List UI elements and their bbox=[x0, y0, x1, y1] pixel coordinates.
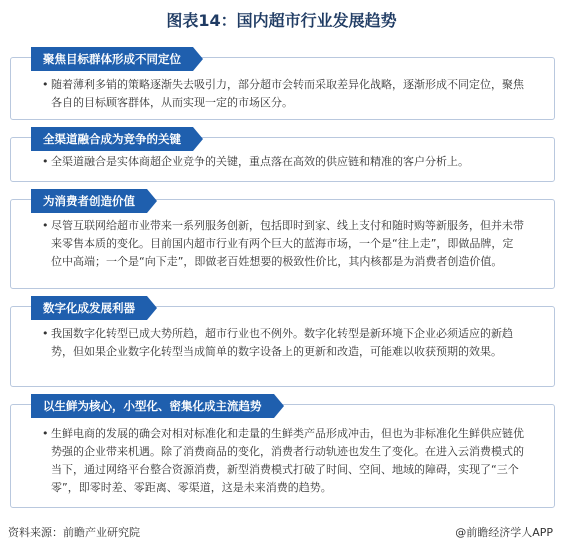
trend-card-3-text: • 尽管互联网给超市业带来一系列服务创新，包括即时到家、线上支付和随时购等新服务，但并未带来零售本质的变化。目前国内超市行业有两个巨大的蓝海市场，一个是“往上走”，即做品牌，定位中高端；一个是“向下走”，即做老百姓想要的极致性价比，其内核都是为消费者创造价值。 bbox=[51, 217, 524, 271]
trend-card-2-heading: 全渠道融合成为竞争的关键 bbox=[31, 127, 193, 151]
brand-credit: @前瞻经济学人APP bbox=[455, 526, 553, 539]
trend-card-3 bbox=[10, 194, 555, 289]
trend-card-1-heading: 聚焦目标群体形成不同定位 bbox=[31, 47, 193, 71]
trend-card-4 bbox=[10, 301, 555, 387]
source-note: 资料来源：前瞻产业研究院 bbox=[8, 526, 140, 539]
trend-card-1-text: • 随着薄利多销的策略逐渐失去吸引力，部分超市会转而采取差异化战略，逐渐形成不同定位，聚焦各自的目标顾客群体，从而实现一定的市场区分。 bbox=[51, 76, 524, 112]
trend-card-5-heading: 以生鲜为核心，小型化、密集化成主流趋势 bbox=[31, 394, 274, 418]
trend-card-1 bbox=[10, 52, 555, 120]
page-title: 图表14：国内超市行业发展趋势 bbox=[166, 11, 397, 30]
trend-card-5 bbox=[10, 399, 555, 508]
trend-card-5-text: • 生鲜电商的发展的确会对相对标准化和走量的生鲜类产品形成冲击，但也为非标准化生鲜供应链优势强的企业带来机遇。除了消费商品的变化，消费者行动轨迹也发生了变化。在进入云消费模式的当下，通过网络平台整合资源消费，新型消费模式打破了时间、空间、地域的障碍，实现了“三个零”，即零时差、零距离、零渠道，这是未来消费的趋势。 bbox=[51, 425, 524, 497]
trend-card-2 bbox=[10, 132, 555, 182]
trend-card-4-text: • 我国数字化转型已成大势所趋，超市行业也不例外。数字化转型是新环境下企业必须适应的新趋势，但如果企业数字化转型当成简单的数字设备上的更新和改造，可能难以收获预期的效果。 bbox=[51, 325, 524, 361]
trend-card-2-text: • 全渠道融合是实体商超企业竞争的关键，重点落在高效的供应链和精准的客户分析上。 bbox=[51, 153, 524, 171]
trend-card-3-heading: 为消费者创造价值 bbox=[31, 189, 147, 213]
trend-card-4-heading: 数字化成发展利器 bbox=[31, 296, 147, 320]
